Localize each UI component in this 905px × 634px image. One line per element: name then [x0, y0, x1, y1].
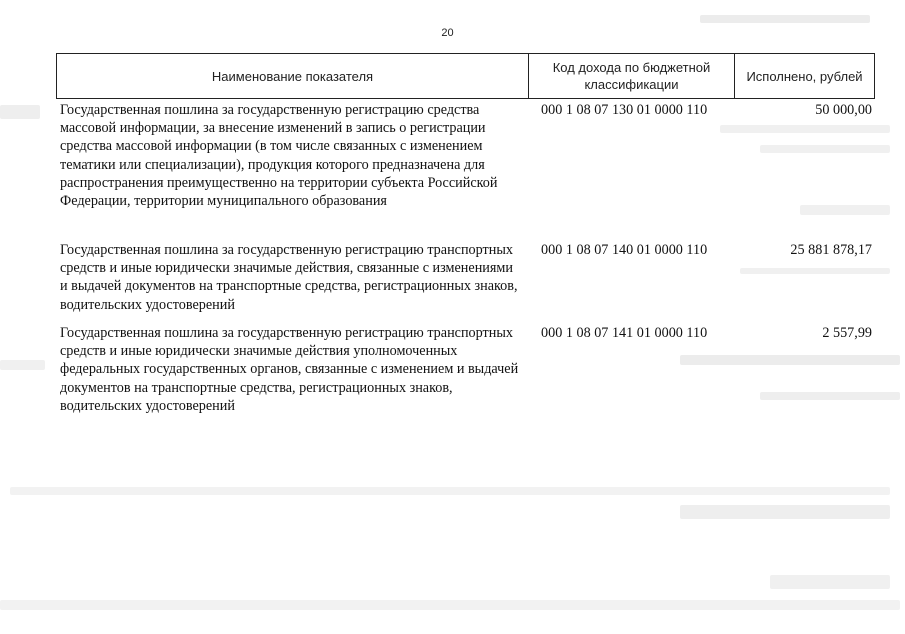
scan-artifact — [760, 145, 890, 153]
scan-artifact — [740, 268, 890, 274]
scan-artifact — [10, 487, 890, 495]
column-header-code: Код дохода по бюджетной классификации — [529, 54, 735, 98]
page-number: 20 — [441, 27, 454, 39]
row-amount: 2 557,99 — [822, 325, 872, 341]
scan-artifact — [800, 205, 890, 215]
row-code: 000 1 08 07 140 01 0000 110 — [541, 242, 708, 258]
scan-artifact — [680, 505, 890, 519]
row-name: Государственная пошлина за государственную регистрацию средства массовой информации, за внесение изменений в запись о регистрации средства массовой информации (в том числе связанных с изменением тематики или специализации), продукция которого предназначена для распространения преимущественно на территории субъекта Российской Федерации, территории муниципального образования — [60, 102, 498, 210]
scan-artifact — [0, 105, 40, 119]
scan-artifact — [0, 600, 900, 610]
scan-artifact — [720, 125, 890, 133]
scan-artifact — [770, 575, 890, 589]
row-amount: 25 881 878,17 — [790, 242, 872, 258]
row-amount: 50 000,00 — [815, 102, 872, 118]
row-code: 000 1 08 07 130 01 0000 110 — [541, 102, 708, 118]
scan-artifact — [760, 392, 900, 400]
scan-artifact — [700, 15, 870, 23]
row-name: Государственная пошлина за государственную регистрацию транспортных средств и иные юридически значимые действия уполномоченных федеральных государственных органов, связанные с изменением и выдачей документов на транспортные средства, регистрационных знаков, водительских удостоверений — [60, 325, 519, 414]
scan-artifact — [0, 360, 45, 370]
column-header-name: Наименование показателя — [57, 54, 529, 98]
table-header — [56, 53, 875, 99]
scan-artifact — [680, 355, 900, 365]
row-code: 000 1 08 07 141 01 0000 110 — [541, 325, 708, 341]
column-header-amount: Исполнено, рублей — [746, 68, 863, 84]
row-name: Государственная пошлина за государственную регистрацию транспортных средств и иные юридически значимые действия, связанные с изменениями и выдачей документов на транспортные средства, регистрационных знаков, водительских удостоверений — [60, 242, 518, 313]
